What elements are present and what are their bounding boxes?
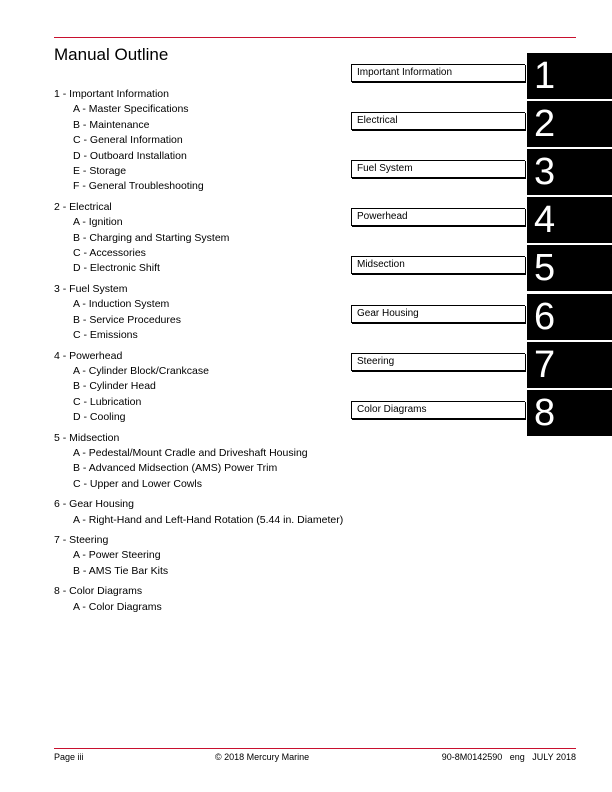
- section-tab-number: 6: [527, 294, 612, 340]
- outline-subsection-item: B - Advanced Midsection (AMS) Power Trim: [73, 462, 278, 475]
- outline-subsection-item: B - Charging and Starting System: [73, 231, 230, 244]
- section-tab: [351, 390, 612, 434]
- section-tab-number: 4: [527, 197, 612, 243]
- section-tab-number: 7: [527, 342, 612, 388]
- outline-subsection-item: A - Color Diagrams: [73, 600, 162, 613]
- section-tab-label: Powerhead: [351, 208, 525, 226]
- outline-subsection-item: B - Cylinder Head: [73, 380, 156, 393]
- outline-section-title: 3 - Fuel System: [54, 282, 128, 295]
- section-tab-label: Steering: [351, 353, 525, 371]
- section-tab: [351, 101, 612, 145]
- outline-section: [54, 533, 344, 579]
- section-tab-number: 2: [527, 101, 612, 147]
- outline-section-title: 7 - Steering: [54, 533, 109, 546]
- section-tab-number: 3: [527, 149, 612, 195]
- section-tab: [351, 294, 612, 338]
- section-tab-label: Gear Housing: [351, 305, 525, 323]
- section-tab: [351, 245, 612, 289]
- section-tab-label: Important Information: [351, 64, 525, 82]
- outline-subsection-item: B - Service Procedures: [73, 313, 181, 326]
- outline-section: [54, 87, 344, 195]
- outline-subsection-item: A - Pedestal/Mount Cradle and Driveshaft Housing: [73, 446, 308, 459]
- outline-subsection-item: A - Power Steering: [73, 549, 161, 562]
- section-tab-label: Electrical: [351, 112, 525, 130]
- section-tab: [351, 197, 612, 241]
- footer-document-id: 90-8M0142590 eng JULY 2018: [441, 752, 576, 762]
- outline-subsection-item: B - AMS Tie Bar Kits: [73, 564, 169, 577]
- footer-copyright: © 2018 Mercury Marine: [215, 752, 310, 762]
- section-tab-number: 5: [527, 245, 612, 291]
- outline-section-title: 8 - Color Diagrams: [54, 585, 143, 598]
- section-tab-label: Color Diagrams: [351, 401, 525, 419]
- section-tab-number: 8: [527, 390, 612, 436]
- outline-section-title: 1 - Important Information: [54, 88, 169, 100]
- outline-section: [54, 431, 344, 493]
- outline-section-title: 2 - Electrical: [54, 200, 112, 213]
- bottom-rule: [54, 748, 576, 749]
- section-tab-label: Fuel System: [351, 160, 525, 178]
- outline-subsection-item: C - Accessories: [73, 247, 146, 260]
- page-title: Manual Outline: [54, 45, 169, 64]
- section-tabs: [351, 0, 612, 792]
- outline-subsection-item: A - Master Specifications: [73, 103, 189, 116]
- outline-section: [54, 282, 344, 344]
- outline-subsection-item: C - Emissions: [73, 329, 138, 342]
- outline-section-title: 4 - Powerhead: [54, 349, 123, 362]
- outline-subsection-item: C - Upper and Lower Cowls: [73, 477, 202, 490]
- outline-subsection-item: A - Induction System: [73, 298, 170, 311]
- section-tab: [351, 149, 612, 193]
- outline-subsection-item: D - Outboard Installation: [73, 149, 187, 162]
- outline-subsection-item: B - Maintenance: [73, 118, 150, 131]
- section-tab-label: Midsection: [351, 256, 525, 274]
- outline-subsection-item: A - Cylinder Block/Crankcase: [73, 364, 209, 377]
- manual-outline-list: [54, 87, 344, 620]
- outline-subsection-item: E - Storage: [73, 165, 127, 178]
- outline-section-title: 5 - Midsection: [54, 431, 120, 444]
- section-tab-number: 1: [527, 53, 612, 99]
- outline-subsection-item: C - General Information: [73, 134, 183, 147]
- outline-section: [54, 349, 344, 426]
- outline-section: [54, 584, 344, 615]
- section-tab: [351, 53, 612, 97]
- outline-section: [54, 497, 344, 528]
- footer-page-number: Page iii: [54, 752, 84, 762]
- outline-section-title: 6 - Gear Housing: [54, 498, 134, 511]
- outline-subsection-item: F - General Troubleshooting: [73, 180, 204, 193]
- outline-subsection-item: A - Right-Hand and Left-Hand Rotation (5.44 in. Diameter): [73, 513, 344, 526]
- outline-section: [54, 200, 344, 277]
- outline-subsection-item: C - Lubrication: [73, 395, 142, 408]
- section-tab: [351, 342, 612, 386]
- outline-subsection-item: A - Ignition: [73, 216, 123, 229]
- outline-subsection-item: D - Cooling: [73, 411, 126, 424]
- outline-subsection-item: D - Electronic Shift: [73, 262, 160, 275]
